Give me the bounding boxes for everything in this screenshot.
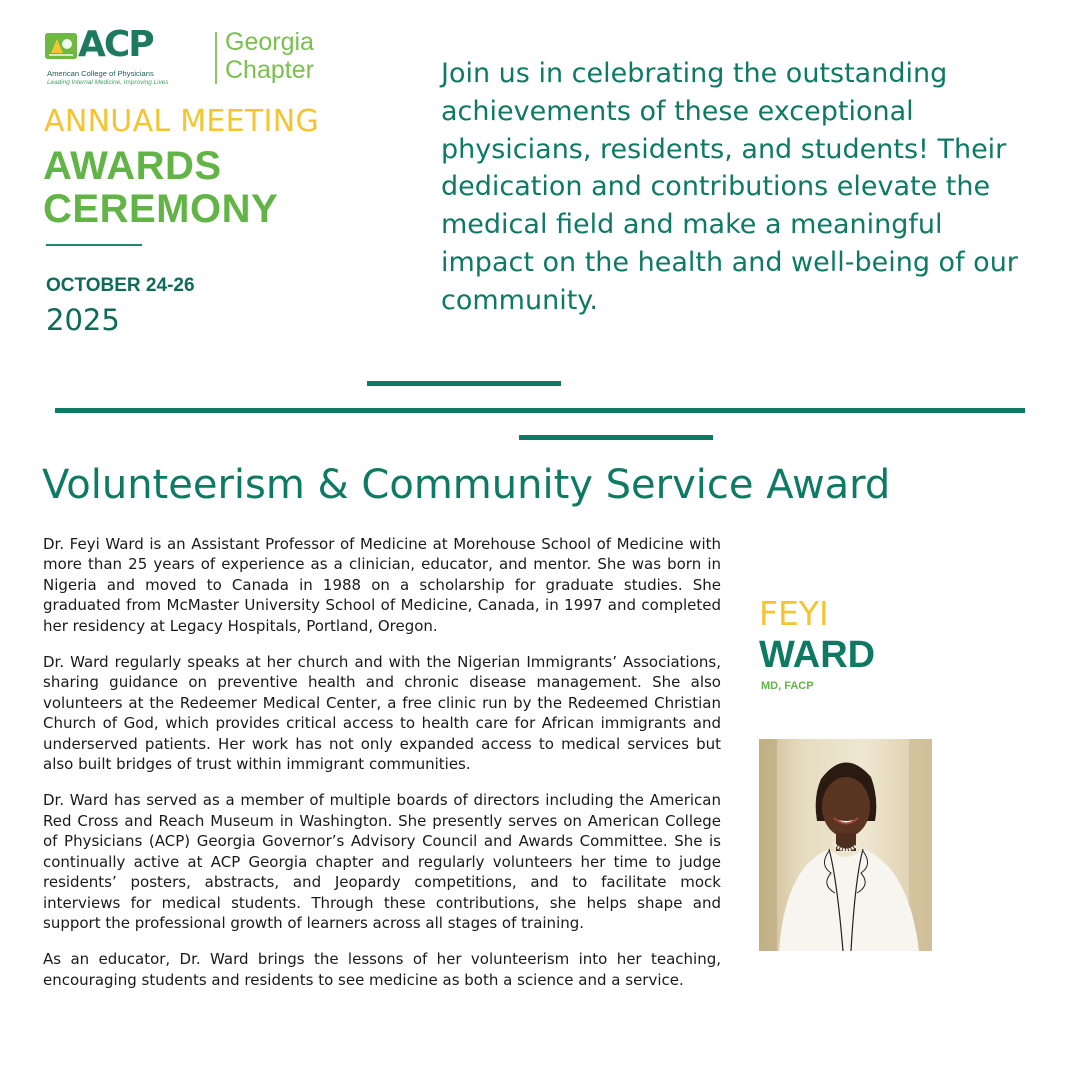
decorative-rule-bottom	[519, 435, 713, 440]
recipient-photo	[759, 739, 932, 951]
recipient-first-name: FEYI	[759, 594, 829, 633]
award-title: Volunteerism & Community Service Award	[42, 462, 891, 508]
logo-tagline: Leading Internal Medicine, Improving Lives	[47, 79, 169, 86]
logo-org-name	[47, 69, 177, 87]
logo-chapter	[225, 28, 314, 84]
title-divider	[46, 244, 142, 246]
logo-org-line: American College of Physicians	[47, 69, 154, 78]
acp-georgia-logo	[45, 24, 314, 87]
event-dates: OCTOBER 24-26	[46, 275, 195, 296]
bio-paragraph: Dr. Ward has served as a member of multiple boards of directors including the American Red Cross and Reach Museum in Washington. She presently serves on American College of Physicians (ACP) Georgia Governor’s Advisory Council and Awards Committee. She is continually active at ACP Georgia chapter and regularly volunteers her time to judge residents’ posters, abstracts, and Jeopardy competitions, and to facilitate mock interviews for medical students. Through these contributions, she helps shape and support the professional growth of learners across all stages of training.	[43, 791, 721, 932]
event-title-line2: CEREMONY	[43, 187, 279, 231]
decorative-rule-top	[367, 381, 561, 386]
event-title-line1: AWARDS	[43, 144, 222, 188]
recipient-bio	[43, 534, 721, 1006]
logo-acp-wordmark: ACP	[78, 24, 153, 65]
bio-paragraph: Dr. Ward regularly speaks at her church and with the Nigerian Immigrants’ Associations, sharing guidance on preventive health and chronic disease management. She also volunteers at the Redeemer Medical Center, a free clinic run by the Redeemed Christian Church of God, which provides critical access to health care for African immigrants and underserved patients. Her work has not only expanded access to medical services but also built bridges of trust within immigrant communities.	[43, 653, 721, 774]
recipient-credentials: MD, FACP	[761, 680, 814, 692]
event-title	[43, 145, 278, 231]
acp-emblem-icon	[45, 33, 77, 59]
logo-chapter-line2: Chapter	[225, 56, 314, 84]
bio-paragraph: As an educator, Dr. Ward brings the lessons of her volunteerism into her teaching, encouraging students and residents to see medicine as both a science and a service.	[43, 950, 721, 989]
logo-chapter-line1: Georgia	[225, 28, 314, 56]
logo-divider	[215, 32, 217, 84]
event-year: 2025	[46, 303, 120, 337]
intro-text: Join us in celebrating the outstanding achievements of these exceptional physicians, residents, and students! Their dedication and contributions elevate the medical field and make a meaningful impact on the health and well-being of our community.	[441, 58, 1018, 316]
event-subtitle: ANNUAL MEETING	[44, 104, 319, 139]
bio-paragraph: Dr. Feyi Ward is an Assistant Professor of Medicine at Morehouse School of Medicine with more than 25 years of experience as a clinician, educator, and mentor. She was born in Nigeria and moved to Canada in 1988 on a scholarship for graduate studies. She graduated from McMaster University School of Medicine, Canada, in 1997 and completed her residency at Legacy Hospitals, Portland, Oregon.	[43, 535, 721, 635]
decorative-rule-main	[55, 408, 1025, 413]
recipient-last-name: WARD	[759, 634, 876, 676]
